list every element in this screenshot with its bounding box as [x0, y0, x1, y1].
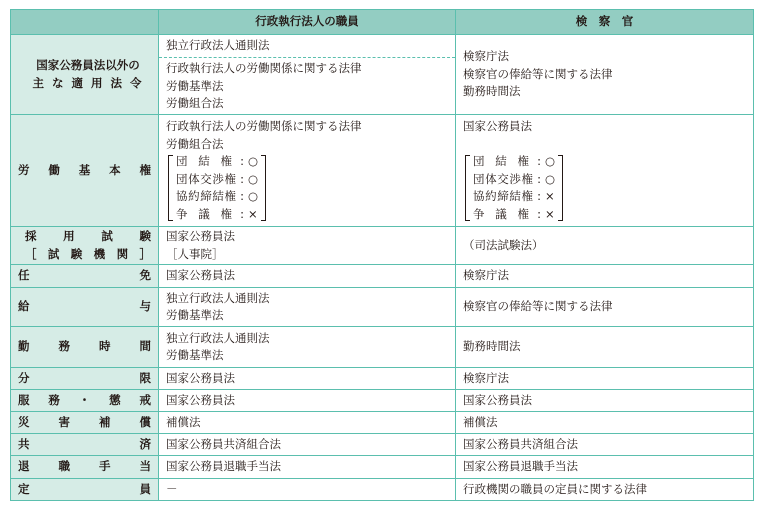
- cell-line: 補償法: [166, 414, 201, 429]
- cell-col3: [456, 265, 754, 288]
- row-label: [11, 115, 159, 227]
- cell-line: 国家公務員法: [166, 370, 235, 385]
- right-status: ×: [545, 206, 555, 221]
- cell-col2: [159, 35, 456, 115]
- table-row-applicable-laws: [11, 35, 754, 115]
- cell-col3: [456, 434, 754, 456]
- row-label: 定 員: [11, 479, 159, 501]
- cell-line: 国家公務員法: [166, 268, 235, 283]
- table-row-service-discipline: [11, 390, 754, 412]
- label-line: 主 な 適 用 法 令: [32, 75, 144, 90]
- cell-line: －: [166, 481, 178, 496]
- label-char: 働: [48, 162, 60, 177]
- cell-col3: [456, 390, 754, 412]
- cell-line: 勤務時間法: [463, 84, 521, 99]
- label-char: 本: [109, 162, 121, 177]
- dashed-divider: [159, 57, 455, 58]
- cell-col3: [456, 35, 754, 115]
- cell-col3: [456, 288, 754, 327]
- row-label: 勤 務 時 間: [11, 327, 159, 368]
- table-row-recruitment: [11, 227, 754, 265]
- label-line: 国家公務員法以外の: [36, 58, 140, 72]
- law-comparison-table: [10, 9, 754, 501]
- cell-col3: [456, 412, 754, 434]
- cell-line: ［人事院］: [166, 246, 224, 261]
- table-row-retirement: [11, 456, 754, 479]
- cell-line: 行政執行法人の労働関係に関する法律: [166, 119, 362, 133]
- row-label: 任 免: [11, 265, 159, 288]
- cell-col2: [159, 390, 456, 412]
- table-row-appointment: [11, 265, 754, 288]
- cell-line: 検察官の俸給等に関する法律: [463, 299, 613, 314]
- cell-line: 労働組合法: [166, 96, 224, 110]
- cell-col2: [159, 265, 456, 288]
- cell-col3: [456, 368, 754, 390]
- cell-line: 行政執行法人の労働関係に関する法律: [166, 61, 362, 75]
- header-blank: [11, 10, 159, 35]
- cell-line: 独立行政法人通則法: [166, 330, 270, 345]
- row-label: 採 用 試 験 ［ 試 験 機 関 ］: [11, 227, 159, 265]
- cell-line: 労働基準法: [166, 78, 224, 93]
- cell-line: 国家公務員退職手当法: [463, 459, 578, 474]
- row-label: 共 済: [11, 434, 159, 456]
- table-row-salary: [11, 288, 754, 327]
- cell-line: 労働組合法: [166, 136, 224, 151]
- right-item: 争 議 権 : ×: [176, 206, 258, 224]
- cell-col2: [159, 327, 456, 368]
- cell-col3: [456, 479, 754, 501]
- cell-line: 労働基準法: [166, 348, 224, 362]
- row-label: 分 限: [11, 368, 159, 390]
- cell-col3: [456, 327, 754, 368]
- right-status: ○: [248, 189, 259, 203]
- cell-col3: [456, 227, 754, 265]
- table-row-status: [11, 368, 754, 390]
- row-label: [11, 35, 159, 115]
- cell-line: 国家公務員法: [166, 229, 235, 243]
- cell-col2: [159, 434, 456, 456]
- right-item: 協 約 締 結 権 : ×: [473, 188, 555, 206]
- cell-col2: [159, 368, 456, 390]
- right-status: ○: [248, 154, 259, 168]
- cell-col2: [159, 288, 456, 327]
- header-gyosei-shikko: 行政執行法人の職員: [159, 10, 456, 35]
- table-row-labor-rights: [11, 115, 754, 227]
- table-row-working-hours: [11, 327, 754, 368]
- table-row-compensation: [11, 412, 754, 434]
- right-item: 争 議 権 : ×: [473, 206, 555, 224]
- rights-bracket: [465, 153, 563, 223]
- header-row: [11, 10, 754, 35]
- cell-line: 独立行政法人通則法: [166, 290, 270, 305]
- cell-col2: [159, 456, 456, 479]
- cell-line: 検察庁法: [463, 268, 509, 283]
- cell-line: 国家公務員退職手当法: [166, 459, 281, 474]
- cell-col2: [159, 479, 456, 501]
- table-row-mutual-aid: [11, 434, 754, 456]
- label-char: 基: [78, 162, 91, 177]
- right-status: ×: [248, 206, 258, 221]
- cell-line: 行政機関の職員の定員に関する法律: [463, 481, 647, 496]
- cell-line: 労働基準法: [166, 308, 224, 322]
- row-label: 服 務 ・ 懲 戒: [11, 390, 159, 412]
- cell-col3: [456, 115, 754, 227]
- label-char: 権: [139, 162, 151, 177]
- rights-bracket: [168, 153, 266, 223]
- right-item: 団 結 権 : ○: [473, 153, 555, 171]
- cell-line: 国家公務員法: [463, 119, 532, 133]
- cell-line: 国家公務員共済組合法: [463, 436, 578, 451]
- cell-col2: [159, 227, 456, 265]
- right-item: 協 約 締 結 権 : ○: [176, 188, 258, 206]
- right-item: 団 結 権 : ○: [176, 153, 258, 171]
- cell-line: 国家公務員法: [166, 392, 235, 407]
- cell-line: （司法試験法）: [463, 237, 544, 252]
- cell-line: 検察庁法: [463, 49, 509, 64]
- right-status: ×: [545, 189, 555, 203]
- row-label: 退 職 手 当: [11, 456, 159, 479]
- cell-line: 検察庁法: [463, 370, 509, 385]
- right-item: 団 体 交 渉 権 : ○: [473, 171, 555, 189]
- right-status: ○: [545, 171, 556, 186]
- cell-line: 勤務時間法: [463, 339, 521, 354]
- label-char: 労: [18, 162, 30, 177]
- cell-line: 補償法: [463, 414, 498, 429]
- cell-col2: [159, 115, 456, 227]
- cell-col3: [456, 456, 754, 479]
- right-item: 団 体 交 渉 権 : ○: [176, 171, 258, 189]
- cell-col2: [159, 412, 456, 434]
- header-kensatsukan: 検 察 官: [456, 10, 754, 35]
- cell-line: 検察官の俸給等に関する法律: [463, 66, 613, 81]
- row-label: 給 与: [11, 288, 159, 327]
- cell-line: 独立行政法人通則法: [166, 37, 270, 52]
- cell-line: 国家公務員法: [463, 392, 532, 407]
- cell-line: 国家公務員共済組合法: [166, 436, 281, 451]
- row-label: 災 害 補 償: [11, 412, 159, 434]
- right-status: ○: [248, 171, 259, 186]
- table-row-quota: [11, 479, 754, 501]
- right-status: ○: [545, 154, 556, 168]
